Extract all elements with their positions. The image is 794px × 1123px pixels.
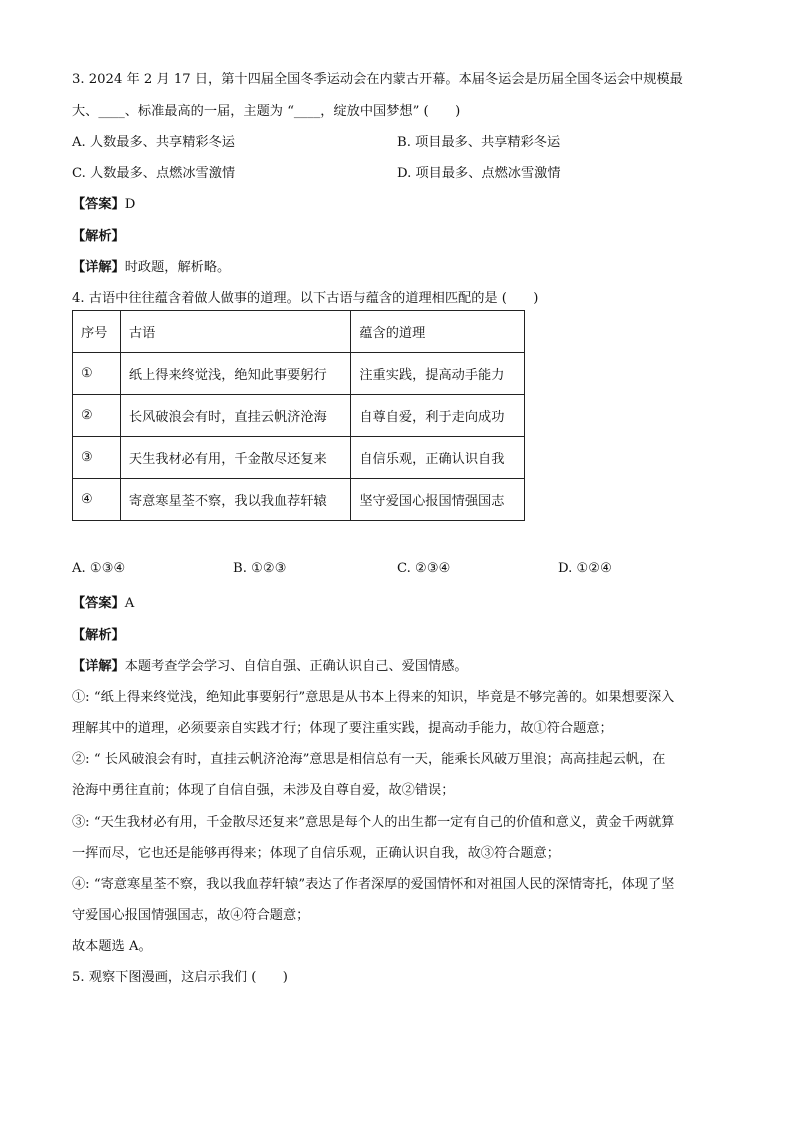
q4-answer-value: A — [124, 596, 135, 611]
table-header-cell: 古语 — [120, 311, 350, 353]
q4-explain-1-line1: ①: “纸上得来终觉浅，绝知此事要躬行”意思是从书本上得来的知识，毕竟是不够完善的。如果想要深入 — [72, 690, 675, 705]
q3-answer-value: D — [124, 197, 136, 212]
table-header-cell: 蕴含的道理 — [351, 311, 525, 353]
q3-option-b: B. 项目最多、共享精彩冬运 — [397, 135, 561, 150]
q4-detail-tag: 【详解】 — [72, 659, 125, 674]
q4-option-a: A. ①③④ — [72, 561, 126, 576]
q4-table — [72, 310, 525, 521]
table-row — [73, 395, 525, 437]
table-header-cell: 序号 — [73, 311, 121, 353]
table-cell: ④ — [73, 479, 121, 521]
table-cell: 长风破浪会有时，直挂云帆济沧海 — [120, 395, 350, 437]
q4-explain-2-line1: ②: “ 长风破浪会有时，直挂云帆济沧海”意思是相信总有一天，能乘长风破万里浪；高高挂起云帆，在 — [72, 752, 666, 767]
q4-option-c: C. ②③④ — [397, 561, 451, 576]
table-row — [73, 353, 525, 395]
table-cell: 注重实践，提高动手能力 — [351, 353, 525, 395]
q4-explain-3-line2: 一挥而尽，它也还是能够再得来；体现了自信乐观，正确认识自我，故③符合题意； — [72, 846, 560, 861]
q3-option-d: D. 项目最多、点燃冰雪激情 — [397, 166, 561, 181]
table-row — [73, 479, 525, 521]
q4-explain-1-line2: 理解其中的道理，必须要亲自实践才行；体现了要注重实践，提高动手能力，故①符合题意； — [72, 721, 613, 736]
q4-detail — [72, 655, 468, 674]
table-cell: 自尊自爱，利于走向成功 — [351, 395, 525, 437]
q4-option-b: B. ①②③ — [233, 561, 287, 576]
table-cell: 纸上得来终觉浅，绝知此事要躬行 — [120, 353, 350, 395]
q4-explain-4-line2: 守爱国心报国情强国志，故④符合题意； — [72, 908, 310, 923]
q3-analysis-tag: 【解析】 — [72, 229, 125, 244]
q4-answer-tag: 【答案】 — [72, 596, 125, 611]
table-cell: ① — [73, 353, 121, 395]
table-row — [73, 437, 525, 479]
q4-detail-text: 本题考查学会学习、自信自强、正确认识自己、爱国情感。 — [124, 659, 468, 674]
table-cell: 天生我材必有用，千金散尽还复来 — [120, 437, 350, 479]
table-cell: 寄意寒星荃不察，我以我血荐轩辕 — [120, 479, 350, 521]
q4-explain-2-line2: 沧海中勇往直前；体现了自信自强，未涉及自尊自爱，故②错误； — [72, 783, 455, 798]
q4-stem: 4. 古语中往往蕴含着做人做事的道理。以下古语与蕴含的道理相匹配的是 ( ) — [72, 291, 539, 306]
q4-explain-4-line1: ④: “寄意寒星荃不察，我以我血荐轩辕”表达了作者深厚的爱国情怀和对祖国人民的深情寄托，体现了坚 — [72, 877, 675, 892]
q3-stem-line2: 大、____、标准最高的一届，主题为 “____，绽放中国梦想” ( ) — [72, 104, 461, 119]
q4-explain-3-line1: ③: “天生我材必有用，千金散尽还复来”意思是每个人的出生都一定有自己的价值和意义，黄金千两就算 — [72, 815, 675, 830]
q5-stem: 5. 观察下图漫画，这启示我们 ( ) — [72, 970, 288, 985]
q4-answer — [72, 592, 134, 611]
q3-option-c: C. 人数最多、点燃冰雪激情 — [72, 166, 236, 181]
q4-analysis-tag: 【解析】 — [72, 628, 125, 643]
q3-detail-text: 时政题，解析略。 — [124, 260, 231, 275]
q3-detail — [72, 256, 230, 275]
q4-conclusion: 故本题选 A。 — [72, 939, 152, 954]
table-header-row — [73, 311, 525, 353]
q3-option-a: A. 人数最多、共享精彩冬运 — [72, 135, 235, 150]
q3-stem-line1: 3. 2024 年 2 月 17 日，第十四届全国冬季运动会在内蒙古开幕。本届冬运会是历届全国冬运会中规模最 — [72, 72, 683, 87]
q4-option-d: D. ①②④ — [558, 561, 612, 576]
table-cell: ② — [73, 395, 121, 437]
q3-detail-tag: 【详解】 — [72, 260, 125, 275]
q3-answer — [72, 193, 135, 212]
table-cell: 坚守爱国心报国情强国志 — [351, 479, 525, 521]
q3-answer-tag: 【答案】 — [72, 197, 125, 212]
table-cell: ③ — [73, 437, 121, 479]
table-cell: 自信乐观，正确认识自我 — [351, 437, 525, 479]
